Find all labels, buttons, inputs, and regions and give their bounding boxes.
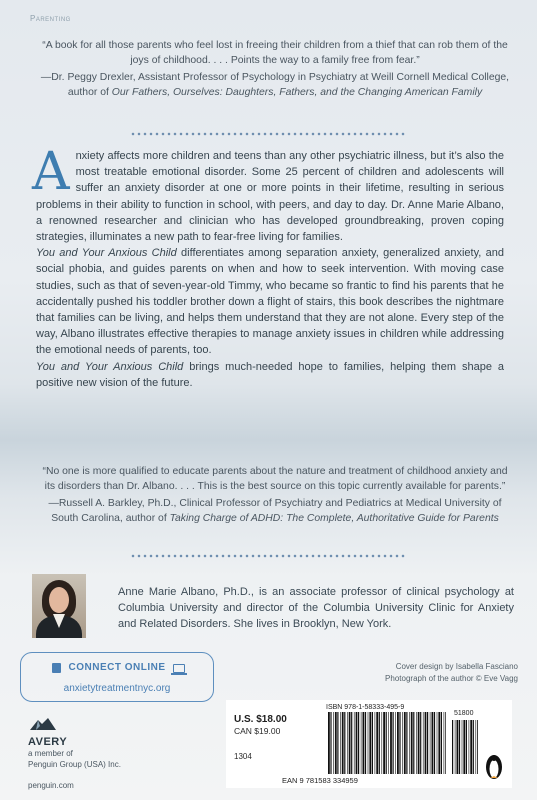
dotted-divider — [130, 132, 407, 136]
publisher-website: penguin.com — [28, 781, 74, 790]
avery-logo-icon — [28, 716, 58, 732]
quote-author-role: Assistant Professor of Psychology in Psychiatry at Weill Cornell Medical College, author of — [67, 72, 510, 98]
author-bio: Anne Marie Albano, Ph.D., is an associate professor of clinical psychology at Columbia University and director of the Columbia University Clinic for Anxiety and Related Disorders. She lives in Brooklyn, New York. — [118, 586, 514, 630]
author-website-link[interactable]: anxietytreatmentnyc.org — [63, 683, 171, 694]
connect-online-title: CONNECT ONLINE — [68, 662, 166, 673]
drop-cap: A — [32, 142, 70, 202]
description-paragraph-2: You and Your Anxious Child differentiates among separation anxiety, generalized anxiety, and social phobia, and guides parents on when and how to seek intervention. With moving case studies, such as that of seven-year-old Timmy, who became so frantic to find his parents that he accidentally pushed his toddler brother down a flight of stairs, this book describes the nightmare that families can be living, and helps them understand that they are not alone. Every step of the way, Albano illustrates effective therapies to manage anxiety issues in children while addressing the emotional needs of parents, too. — [36, 247, 504, 357]
quote-text: “No one is more qualified to educate parents about the nature and treatment of childhood anxiety and its disorders than Dr. Albano. . . . This is the best source on this topic currently available for parents.” — [42, 466, 508, 492]
price-can: CAN $19.00 — [234, 726, 281, 736]
publisher-member: a member of Penguin Group (USA) Inc. — [28, 749, 121, 769]
publisher-name: AVERY — [28, 736, 68, 748]
dotted-divider — [130, 554, 407, 558]
cover-credits — [338, 661, 518, 685]
product-code: 1304 — [234, 752, 252, 761]
price-us: U.S. $18.00 — [234, 714, 287, 725]
quote-author-role: Clinical Professor of Psychiatry and Pediatrics at Medical University of South Carolina, author of — [51, 498, 502, 524]
quote-text: “A book for all those parents who feel lost in freeing their children from a thief that can rob them of the joys of childhood. . . . Points the way to a family free from fear.” — [42, 40, 508, 66]
author-photo — [32, 574, 86, 638]
description-paragraph-1: Anxiety affects more children and teens than any other psychiatric illness, but it’s also the most treatable emotional disorder. Some 25 percent of children and adolescents will suffer an anxiety disorder at one or more points in their lifetime, resulting in serious problems in their ability to function in school, with peers, and day to day. Dr. Anne Marie Albano, a renowned researcher and clinician who has developed groundbreaking, proven coping strategies, illuminates a new path to fear-free living for families. — [32, 142, 504, 244]
endorsement-quote-2 — [40, 464, 510, 526]
quote-author-book: Taking Charge of ADHD: The Complete, Authoritative Guide for Parents — [169, 513, 499, 524]
endorsement-quote-1 — [40, 38, 510, 100]
barcode-supplement-bars — [452, 720, 478, 774]
photo-credit: Photograph of the author © Eve Vagg — [385, 674, 518, 683]
quote-author: —Russell A. Barkley, Ph.D., — [48, 498, 177, 509]
barcode-bars — [328, 712, 446, 774]
connect-online-box[interactable] — [20, 652, 214, 702]
description — [32, 142, 505, 391]
barcode-supplement: 51800 — [454, 710, 474, 717]
quote-author-book: Our Fathers, Ourselves: Daughters, Fathers, and the Changing American Family — [111, 87, 483, 98]
ean-number: EAN 9 781583 334959 — [282, 776, 358, 785]
barcode-block — [226, 700, 512, 788]
penguin-logo-icon — [484, 752, 504, 780]
laptop-icon — [173, 664, 185, 673]
description-paragraph-3: You and Your Anxious Child brings much-needed hope to families, helping them shape a positive new vision of the future. — [36, 360, 505, 389]
cover-design-credit: Cover design by Isabella Fasciano — [395, 662, 518, 671]
isbn-number: ISBN 978-1-58333-495-9 — [326, 704, 405, 711]
category-label: Parenting — [30, 14, 71, 23]
quote-author: —Dr. Peggy Drexler, — [40, 72, 136, 83]
